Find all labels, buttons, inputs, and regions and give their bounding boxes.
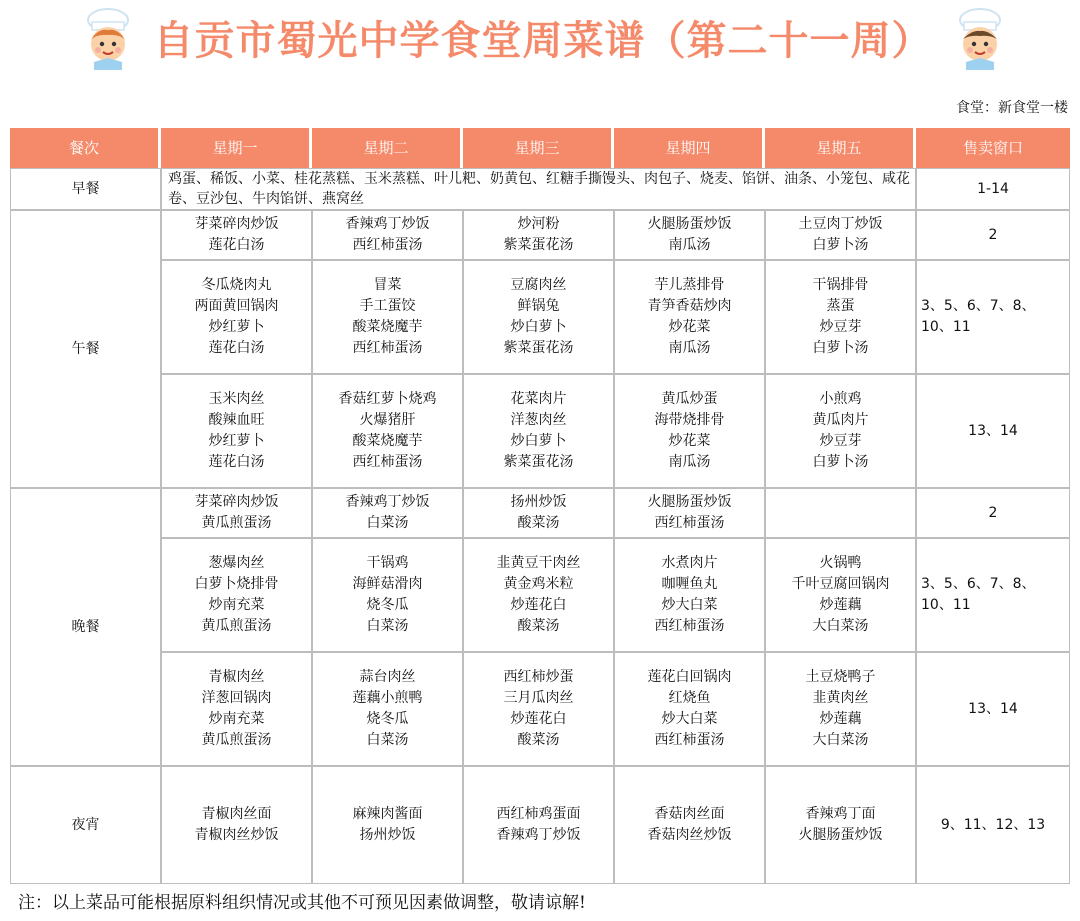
meal-label: 早餐 (10, 168, 161, 210)
menu-cell-thursday (614, 652, 765, 766)
menu-cell-monday (161, 260, 312, 374)
dish-item: 炒花菜 (668, 319, 711, 335)
page-title: 自贡市蜀光中学食堂周菜谱（第二十一周） (153, 18, 933, 64)
dish-item: 炒大白菜 (661, 711, 718, 727)
dish-item: 莲花白汤 (208, 237, 265, 253)
dish-item: 水煮肉片 (661, 555, 718, 571)
dish-item: 大白菜汤 (812, 618, 869, 634)
dish-item: 玉米肉丝 (208, 391, 265, 407)
lunch-row (10, 374, 1070, 488)
dish-item: 白菜汤 (366, 618, 409, 634)
menu-cell-wednesday (463, 652, 614, 766)
dish-item: 火腿肠蛋炒饭 (647, 216, 732, 232)
dish-item: 白萝卜汤 (812, 454, 869, 470)
menu-cell-thursday (614, 538, 765, 652)
meal-label: 夜宵 (10, 766, 161, 884)
menu-cell-thursday (614, 766, 765, 884)
header-wednesday: 星期三 (463, 128, 614, 168)
dish-item: 西红柿蛋汤 (654, 515, 725, 531)
dish-item: 小煎鸡 (819, 391, 862, 407)
dish-item: 花菜肉片 (510, 391, 567, 407)
header-tuesday: 星期二 (312, 128, 463, 168)
dish-item: 西红柿蛋汤 (352, 454, 423, 470)
dish-item: 炒豆芽 (819, 433, 862, 449)
dish-item: 蒜台肉丝 (359, 669, 416, 685)
dish-item: 青椒肉丝面 (201, 806, 272, 822)
header-monday: 星期一 (161, 128, 312, 168)
dish-item: 西红柿蛋汤 (352, 237, 423, 253)
dish-item: 炒南充菜 (208, 597, 265, 613)
dish-item: 冒菜 (373, 277, 402, 293)
dish-item: 酸菜烧魔芋 (352, 319, 423, 335)
header-meal: 餐次 (10, 128, 161, 168)
dish-item: 芽菜碎肉炒饭 (194, 494, 279, 510)
dish-item: 炒莲藕 (819, 711, 862, 727)
dish-item: 香菇肉丝炒饭 (647, 827, 732, 843)
menu-cell-tuesday (312, 374, 463, 488)
dish-item: 炒莲花白 (510, 597, 567, 613)
window-number: 3、5、6、7、8、10、11 (916, 260, 1070, 374)
menu-cell-friday (765, 488, 916, 538)
dish-item: 白菜汤 (366, 732, 409, 748)
dish-item: 南瓜汤 (668, 237, 711, 253)
dish-item: 莲花白汤 (208, 340, 265, 356)
dish-item: 西红柿鸡蛋面 (496, 806, 581, 822)
dish-item: 芽菜碎肉炒饭 (194, 216, 279, 232)
dish-item: 葱爆肉丝 (208, 555, 265, 571)
dish-item: 青椒肉丝 (208, 669, 265, 685)
weekly-menu-table (10, 128, 1070, 884)
menu-cell-monday (161, 538, 312, 652)
dish-item: 炒白萝卜 (510, 319, 567, 335)
menu-cell-thursday (614, 210, 765, 260)
menu-cell-tuesday (312, 652, 463, 766)
menu-cell-friday (765, 374, 916, 488)
dish-item: 白菜汤 (366, 515, 409, 531)
menu-cell-friday (765, 210, 916, 260)
dish-item: 大白菜汤 (812, 732, 869, 748)
dish-item: 莲藕小煎鸭 (352, 690, 423, 706)
canteen-label: 食堂：新食堂一楼 (956, 100, 1068, 116)
dish-item: 炒豆芽 (819, 319, 862, 335)
dish-item: 洋葱回锅肉 (201, 690, 272, 706)
dish-item: 火锅鸭 (819, 555, 862, 571)
header-thursday: 星期四 (614, 128, 765, 168)
menu-cell-monday (161, 652, 312, 766)
menu-cell-monday (161, 210, 312, 260)
dish-item: 千叶豆腐回锅肉 (791, 576, 890, 592)
menu-cell-monday (161, 766, 312, 884)
dish-item: 手工蛋饺 (359, 298, 416, 314)
dish-item: 南瓜汤 (668, 454, 711, 470)
dish-item: 土豆肉丁炒饭 (798, 216, 883, 232)
dish-item: 芋儿蒸排骨 (654, 277, 725, 293)
dish-item: 白萝卜汤 (812, 340, 869, 356)
header-row (10, 128, 1070, 168)
window-number: 9、11、12、13 (916, 766, 1070, 884)
dish-item: 黄瓜炒蛋 (661, 391, 718, 407)
dish-item: 南瓜汤 (668, 340, 711, 356)
menu-cell-wednesday (463, 538, 614, 652)
dish-item: 青椒肉丝炒饭 (194, 827, 279, 843)
dish-item: 炒大白菜 (661, 597, 718, 613)
dish-item: 烧冬瓜 (366, 597, 409, 613)
dish-item: 香辣鸡丁炒饭 (345, 216, 430, 232)
menu-cell-wednesday (463, 374, 614, 488)
dish-item: 青笋香菇炒肉 (647, 298, 732, 314)
dish-item: 海带烧排骨 (654, 412, 725, 428)
lunch-row (10, 260, 1070, 374)
latenight-row (10, 766, 1070, 884)
dish-item: 香菇红萝卜烧鸡 (338, 391, 437, 407)
window-number: 1-14 (916, 168, 1070, 210)
dish-item: 紫菜蛋花汤 (503, 237, 574, 253)
window-number: 3、5、6、7、8、10、11 (916, 538, 1070, 652)
footnote: 注：以上菜品可能根据原料组织情况或其他不可预见因素做调整，敬请谅解! (18, 893, 586, 913)
dish-item: 莲花白回锅肉 (647, 669, 732, 685)
dish-item: 香辣鸡丁炒饭 (345, 494, 430, 510)
dish-item: 酸菜汤 (517, 515, 560, 531)
chef-mascot-icon (76, 6, 140, 70)
dish-item: 西红柿蛋汤 (352, 340, 423, 356)
dish-item: 白萝卜烧排骨 (194, 576, 279, 592)
dish-item: 西红柿蛋汤 (654, 732, 725, 748)
dish-item: 蒸蛋 (826, 298, 855, 314)
dish-item: 炒红萝卜 (208, 433, 265, 449)
menu-cell-tuesday (312, 488, 463, 538)
breakfast-row (10, 168, 1070, 210)
dish-item: 黄瓜煎蛋汤 (201, 618, 272, 634)
dish-item: 火腿肠蛋炒饭 (647, 494, 732, 510)
dish-item: 鲜锅兔 (517, 298, 560, 314)
meal-label: 午餐 (10, 210, 161, 488)
menu-cell-thursday (614, 374, 765, 488)
menu-cell-tuesday (312, 210, 463, 260)
dish-item: 土豆烧鸭子 (805, 669, 876, 685)
header-friday: 星期五 (765, 128, 916, 168)
dinner-row (10, 652, 1070, 766)
dish-item: 莲花白汤 (208, 454, 265, 470)
dish-item: 炒莲花白 (510, 711, 567, 727)
chef-mascot-icon (948, 6, 1012, 70)
dish-item: 酸辣血旺 (208, 412, 265, 428)
meal-label: 晚餐 (10, 488, 161, 766)
dish-item: 紫菜蛋花汤 (503, 454, 574, 470)
menu-cell-friday (765, 260, 916, 374)
menu-cell-wednesday (463, 210, 614, 260)
dish-item: 麻辣肉酱面 (352, 806, 423, 822)
dinner-row (10, 488, 1070, 538)
dish-item: 黄瓜肉片 (812, 412, 869, 428)
menu-cell-monday (161, 374, 312, 488)
dish-item: 海鲜菇滑肉 (352, 576, 423, 592)
dish-item: 烧冬瓜 (366, 711, 409, 727)
dish-item: 炒红萝卜 (208, 319, 265, 335)
dish-item: 香辣鸡丁面 (805, 806, 876, 822)
dish-item: 扬州炒饭 (359, 827, 416, 843)
dish-item: 炒花菜 (668, 433, 711, 449)
dish-item: 三月瓜肉丝 (503, 690, 574, 706)
window-number: 13、14 (916, 374, 1070, 488)
menu-cell-friday (765, 538, 916, 652)
lunch-row (10, 210, 1070, 260)
window-number: 2 (916, 488, 1070, 538)
dish-item: 香菇肉丝面 (654, 806, 725, 822)
dish-item: 火爆猪肝 (359, 412, 416, 428)
menu-cell-tuesday (312, 538, 463, 652)
window-number: 13、14 (916, 652, 1070, 766)
title-bar (0, 0, 1080, 75)
dish-item: 西红柿炒蛋 (503, 669, 574, 685)
dish-item: 酸菜烧魔芋 (352, 433, 423, 449)
menu-cell-tuesday (312, 766, 463, 884)
dish-item: 香辣鸡丁炒饭 (496, 827, 581, 843)
header-window: 售卖窗口 (916, 128, 1070, 168)
menu-cell-monday (161, 488, 312, 538)
dish-item: 洋葱肉丝 (510, 412, 567, 428)
dish-item: 炒白萝卜 (510, 433, 567, 449)
menu-cell-wednesday (463, 260, 614, 374)
dish-item: 干锅鸡 (366, 555, 409, 571)
menu-cell-friday (765, 766, 916, 884)
dish-item: 白萝卜汤 (812, 237, 869, 253)
dish-item: 黄金鸡米粒 (503, 576, 574, 592)
menu-cell-wednesday (463, 766, 614, 884)
menu-cell-thursday (614, 488, 765, 538)
dish-item: 紫菜蛋花汤 (503, 340, 574, 356)
menu-cell-wednesday (463, 488, 614, 538)
menu-cell-friday (765, 652, 916, 766)
dish-item: 两面黄回锅肉 (194, 298, 279, 314)
dish-item: 黄瓜煎蛋汤 (201, 732, 272, 748)
menu-cell-thursday (614, 260, 765, 374)
window-number: 2 (916, 210, 1070, 260)
menu-cell-tuesday (312, 260, 463, 374)
dinner-row (10, 538, 1070, 652)
breakfast-items: 鸡蛋、稀饭、小菜、桂花蒸糕、玉米蒸糕、叶儿粑、奶黄包、红糖手撕馒头、肉包子、烧麦、馅饼、油条、小笼包、咸花卷、豆沙包、牛肉馅饼、燕窝丝 (161, 168, 916, 210)
dish-item: 炒河粉 (517, 216, 560, 232)
dish-item: 咖喱鱼丸 (661, 576, 718, 592)
dish-item: 酸菜汤 (517, 618, 560, 634)
dish-item: 炒南充菜 (208, 711, 265, 727)
dish-item: 黄瓜煎蛋汤 (201, 515, 272, 531)
dish-item: 豆腐肉丝 (510, 277, 567, 293)
dish-item: 西红柿蛋汤 (654, 618, 725, 634)
dish-item: 火腿肠蛋炒饭 (798, 827, 883, 843)
dish-item: 红烧鱼 (668, 690, 711, 706)
dish-item: 韭黄肉丝 (812, 690, 869, 706)
dish-item: 韭黄豆干肉丝 (496, 555, 581, 571)
dish-item: 炒莲藕 (819, 597, 862, 613)
dish-item: 冬瓜烧肉丸 (201, 277, 272, 293)
dish-item: 酸菜汤 (517, 732, 560, 748)
dish-item: 扬州炒饭 (510, 494, 567, 510)
dish-item: 干锅排骨 (812, 277, 869, 293)
